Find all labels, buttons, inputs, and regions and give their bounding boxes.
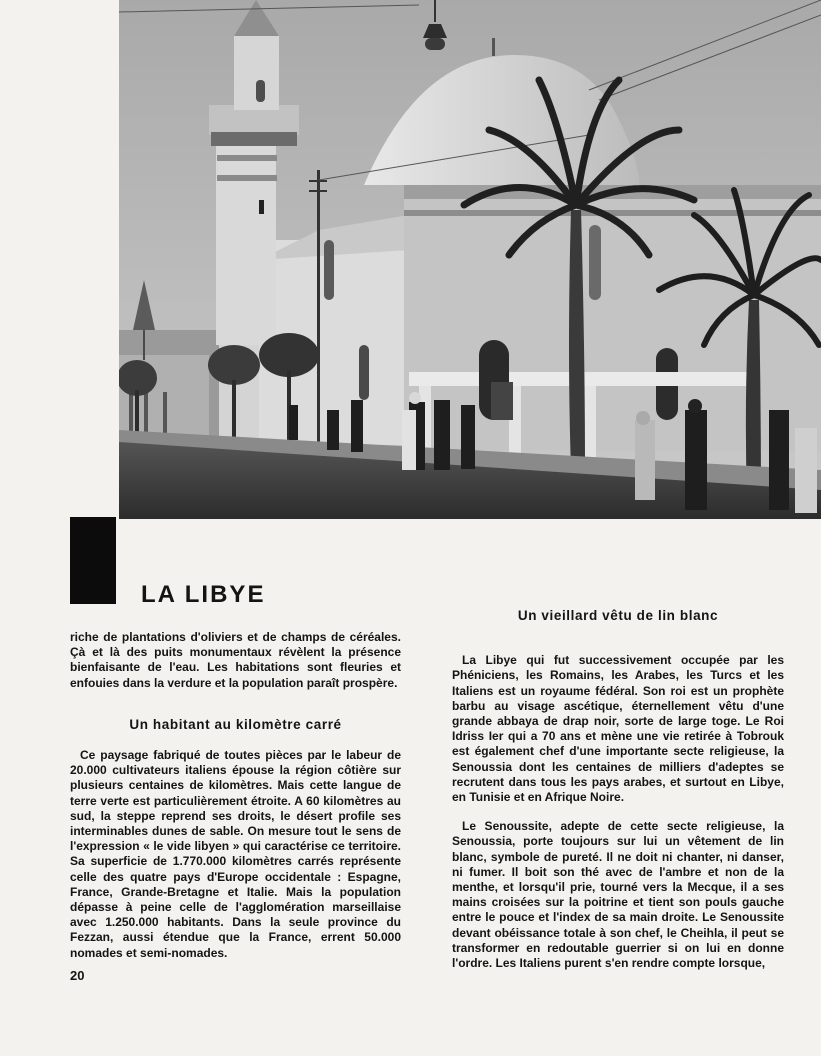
page-number: 20 [70,968,85,983]
left-column [70,630,401,961]
article-title: LA LIBYE [141,581,266,608]
left-body-paragraph: Ce paysage fabriqué de toutes pièces par le labeur de 20.000 cultivateurs italiens épouse la région côtière sur plusieurs centaines de kilomètres. Mais cette langue de terre verte est particulièrement étroite. A 60 kilomètres au sud, la steppe reprend ses droits, le désert profile ses interminables dunes de sable. On mesure tout le sens de l'expression « le vide libyen » qui caractérise ce territoire. Sa superficie de 1.770.000 kilomètres carrés représente celle des quatre pays d'Europe occidentale : Espagne, France, Grande-Bretagne et Italie. Mais la population dépasse à peine celle de l'agglomération marseillaise avec 1.250.000 habitants. Dans la seule province du Fezzan, aussi étendue que la France, errent 50.000 nomades et semi-nomades. [70,748,401,960]
right-body-paragraph-1: La Libye qui fut successivement occupée par les Phéniciens, les Romains, les Arabes, les Turcs et les Italiens est un royaume fédéral. Son roi est un prophète barbu au visage ascétique, éternellement vêtu d'une grande abbaya de drap noir, sorte de large toge. Le Roi Idriss Ier qui a 70 ans et mène une vie retirée à Tobrouk est également chef d'une importante secte religieuse, la Senoussia dont les centaines de milliers d'adeptes se recrutent dans tous les pays arabes, et surtout en Libye, en Tunisie et en Afrique Noire. [452,653,784,805]
right-subheading: Un vieillard vêtu de lin blanc [517,608,719,623]
left-subheading: Un habitant au kilomètre carré [129,716,342,732]
right-column [452,608,784,971]
intro-paragraph: riche de plantations d'oliviers et de champs de céréales. Çà et là des puits monumentaux révèlent la présence bienfaisante de l'eau. Les habitations sont fleuries et enfouies dans la verdure et la population paraît prospère. [70,630,401,690]
mosque-photograph [119,0,821,519]
right-body-paragraph-2: Le Senoussite, adepte de cette secte religieuse, la Senoussia, porte toujours sur lui un vêtement de lin blanc, symbole de pureté. Il ne doit ni chanter, ni danser, ni fumer. Il boit son thé avec de l'ambre et non de la menthe, et lorsqu'il prie, tourné vers la Mecque, il a ses mains croisées sur la poitrine et tient son pouls gauche entre le pouce et l'index de sa main droite. Le Senoussite devant obéissance totale à son chef, le Cheihla, il peut se transformer en redoutable guerrier si on lui en donne l'ordre. Les Italiens purent s'en rendre compte lorsque, [452,819,784,971]
section-marker-block [70,517,116,604]
